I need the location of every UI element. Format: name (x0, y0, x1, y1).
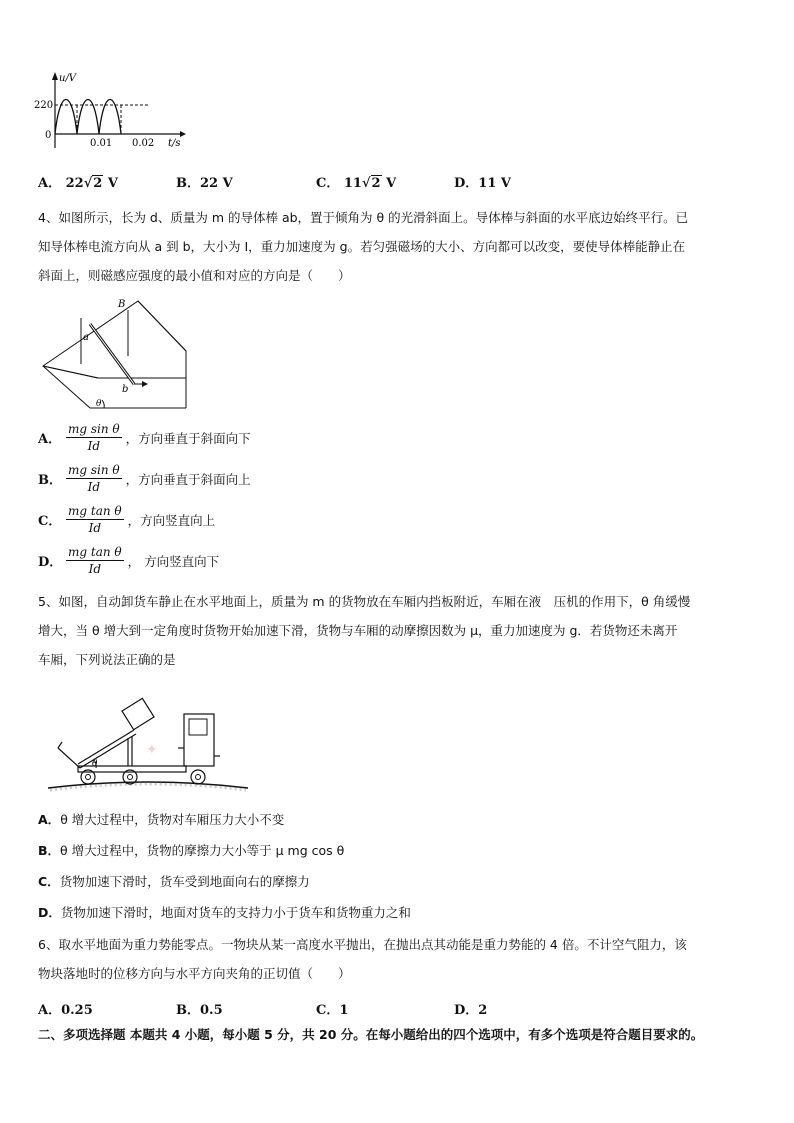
x-tick-002: 0.02 (132, 138, 155, 149)
q3-option-c[interactable] (316, 172, 396, 191)
q5-option-b[interactable] (38, 841, 344, 861)
numerator: mg sin θ (68, 463, 120, 477)
q4-option-b[interactable] (38, 463, 251, 494)
option-text: 2 (478, 1003, 488, 1018)
option-text: ， 方向竖直向下 (127, 553, 220, 569)
numerator: mg tan θ (68, 504, 122, 518)
q5-line-1: 5、如图，自动卸货车静止在水平地面上，质量为 m 的货物放在车厢内挡板附近，车厢在液 压机的作用下，θ 角缓慢 (38, 594, 691, 609)
fraction (66, 504, 124, 535)
option-text: 货物加速下滑时，地面对货车的支持力小于货车和货物重力之和 (60, 905, 411, 920)
fraction (66, 422, 122, 453)
option-label: B． (38, 473, 62, 488)
q5-option-c[interactable] (38, 872, 310, 892)
option-label: A． (38, 176, 62, 191)
radicand: 2 (93, 176, 103, 191)
origin-label: 0 (45, 130, 52, 141)
inclined-plane-figure (38, 296, 193, 414)
denominator: Id (87, 480, 101, 494)
option-text: θ 增大过程中，货物对车厢压力大小不变 (60, 812, 285, 827)
option-label: C． (316, 176, 340, 191)
q6-option-b[interactable] (176, 999, 223, 1018)
option-text: 1 (339, 1003, 349, 1018)
q6-line-1: 6、取水平地面为重力势能零点。一物块从某一高度水平抛出，在抛出点其动能是重力势能的 4 倍。不计空气阻力，该 (38, 937, 687, 952)
q6-option-a[interactable] (38, 999, 93, 1018)
option-value: 11 (343, 176, 362, 191)
fraction (66, 463, 122, 494)
option-text: ，方向垂直于斜面向上 (125, 471, 251, 487)
q4-line-3: 斜面上，则磁感应强度的最小值和对应的方向是（ ） (38, 268, 351, 283)
radicand: 2 (371, 176, 381, 191)
q5-option-a[interactable] (38, 810, 284, 830)
q4-option-a[interactable] (38, 422, 251, 453)
numerator: mg sin θ (68, 422, 120, 436)
q5-line-2: 增大，当 θ 增大到一定角度时货物开始加速下滑，货物与车厢的动摩擦因数为 μ，重力加速度为 g．若货物还未离开 (38, 623, 678, 638)
denominator: Id (88, 521, 102, 535)
figure-label-theta: θ (96, 399, 102, 409)
denominator: Id (88, 562, 102, 576)
q4-option-d[interactable] (38, 545, 219, 576)
option-unit: V (386, 176, 397, 191)
option-text: ，方向竖直向上 (127, 512, 216, 528)
option-text: 0.5 (200, 1003, 223, 1018)
q5-option-d[interactable] (38, 903, 411, 923)
option-text: 0.25 (61, 1003, 93, 1018)
option-text: 货物加速下滑时，货车受到地面向右的摩擦力 (59, 874, 310, 889)
figure-label-b: b (122, 384, 129, 395)
q3-option-d[interactable] (454, 172, 511, 191)
option-text: θ 增大过程中，货物的摩擦力大小等于 μ mg cos θ (60, 843, 345, 858)
option-label: D． (38, 555, 63, 570)
section-2-heading: 二、多项选择题 本题共 4 小题，每小题 5 分，共 20 分。在每小题给出的四个选项中，有多个选项是符合题目要求的。 (38, 1027, 704, 1042)
x-tick-001: 0.01 (90, 138, 113, 149)
option-label: D． (454, 1003, 479, 1018)
x-axis-label: t/s (168, 138, 181, 149)
option-value: 11 V (478, 176, 511, 191)
sqrt-symbol: √2 (83, 176, 103, 191)
option-value: 22 V (200, 176, 233, 191)
option-label: C． (316, 1003, 340, 1018)
figure-label-theta: θ (92, 759, 98, 769)
option-label: A． (38, 432, 62, 447)
q6-option-d[interactable] (454, 999, 487, 1018)
figure-label-b-field: B (118, 299, 126, 310)
q6-option-c[interactable] (316, 999, 348, 1018)
figure-label-a: a (83, 332, 89, 343)
option-label: D． (454, 176, 479, 191)
option-label: D． (38, 905, 61, 920)
option-label: C． (38, 874, 60, 889)
option-label: B． (176, 176, 200, 191)
denominator: Id (87, 439, 101, 453)
option-text: ，方向垂直于斜面向下 (125, 430, 251, 446)
option-label: C． (38, 514, 62, 529)
option-label: B． (38, 843, 61, 858)
q4-line-2: 知导体棒电流方向从 a 到 b，大小为 I，重力加速度为 g。若匀强磁场的大小、方向都可以改变，要使导体棒能静止在 (38, 239, 686, 254)
numerator: mg tan θ (68, 545, 122, 559)
watermark-mark: ✦ (146, 742, 158, 758)
voltage-time-graph (30, 68, 190, 152)
option-unit: V (107, 176, 118, 191)
q3-option-b[interactable] (176, 172, 233, 191)
q4-option-c[interactable] (38, 504, 215, 535)
q3-option-a[interactable] (38, 172, 118, 191)
y-axis-label: u/V (59, 73, 77, 84)
option-value: 22 (65, 176, 84, 191)
option-label: B． (176, 1003, 200, 1018)
q6-line-2: 物块落地时的位移方向与水平方向夹角的正切值（ ） (38, 966, 351, 981)
sqrt-symbol: √2 (361, 176, 381, 191)
option-label: A． (38, 1003, 62, 1018)
y-tick-220: 220 (34, 100, 54, 111)
option-label: A． (38, 812, 61, 827)
q4-line-1: 4、如图所示，长为 d、质量为 m 的导体棒 ab，置于倾角为 θ 的光滑斜面上。导体棒与斜面的水平底边始终平行。已 (38, 210, 689, 225)
fraction (66, 545, 124, 576)
q5-line-3: 车厢，下列说法正确的是 (38, 652, 176, 667)
dump-truck-figure (48, 676, 248, 794)
